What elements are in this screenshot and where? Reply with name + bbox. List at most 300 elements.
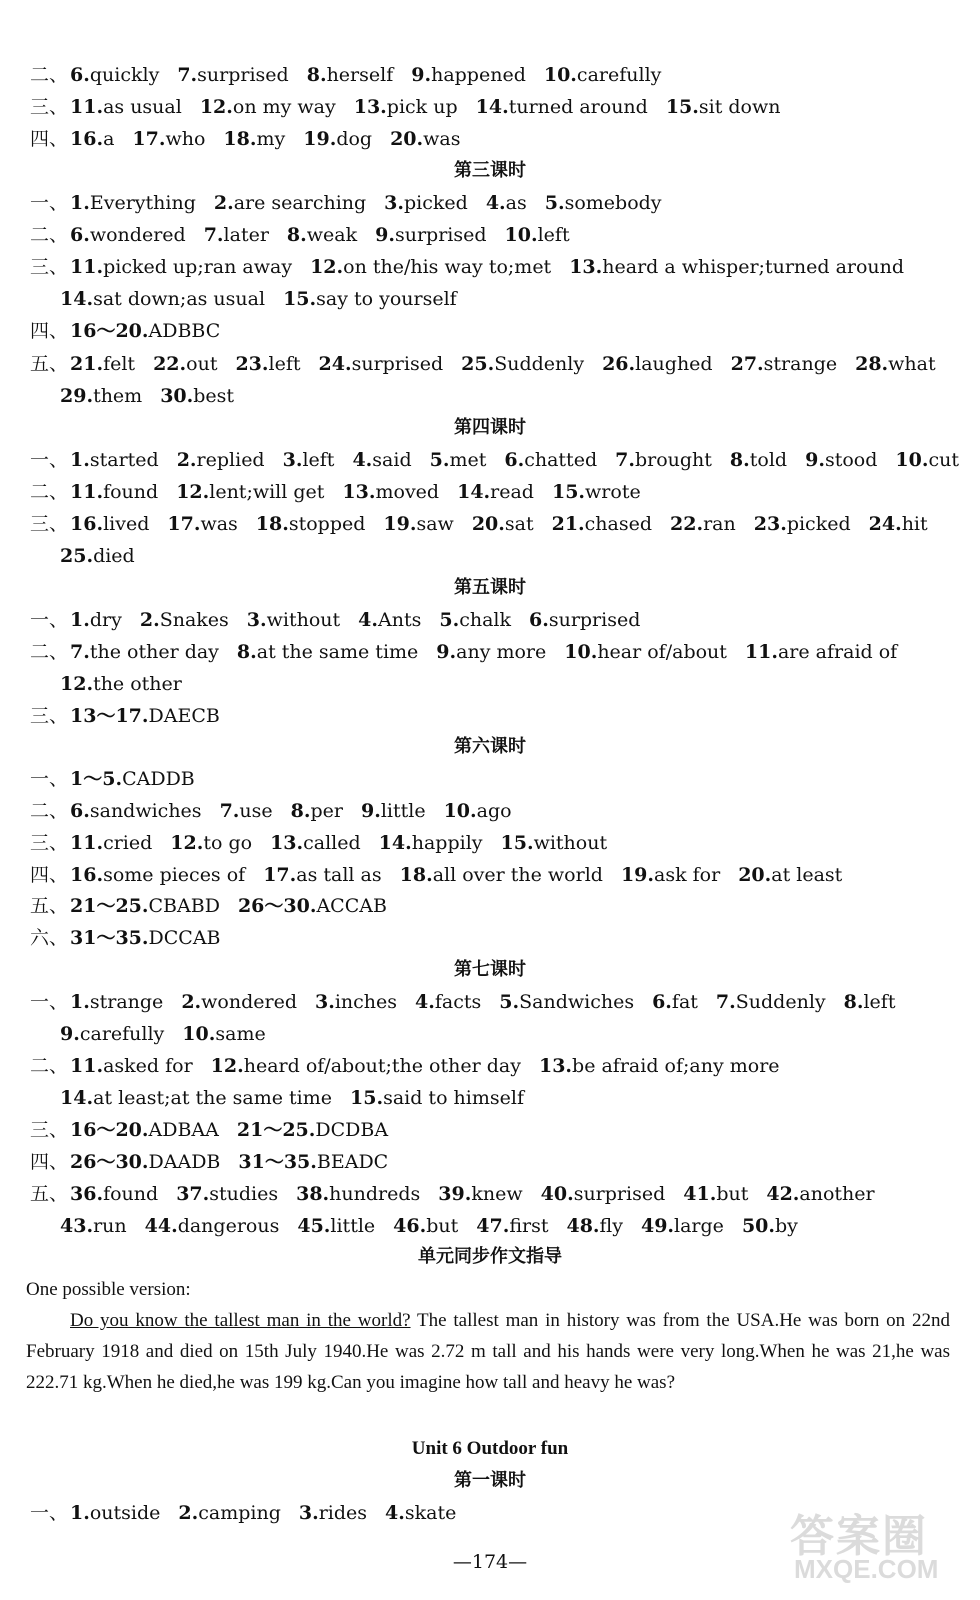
answer-text: CBABD	[148, 895, 220, 917]
question-number: 45.	[297, 1215, 331, 1237]
answer-text: dangerous	[177, 1215, 280, 1237]
answer-text: without	[266, 609, 341, 631]
question-number: 9.	[436, 641, 457, 663]
answer-text: at least;at the same time	[93, 1087, 333, 1109]
answer-item	[214, 188, 366, 218]
answer-text: DCCAB	[148, 927, 221, 949]
answer-item	[439, 605, 511, 635]
answer-item	[438, 1179, 522, 1209]
answer-text: strange	[763, 353, 838, 375]
part-label: 三、	[30, 96, 69, 118]
question-number: 21.	[551, 513, 585, 535]
question-number: 6.	[70, 224, 90, 246]
answer-text: camping	[198, 1502, 281, 1524]
answer-text: replied	[196, 449, 265, 471]
question-number: 46.	[393, 1215, 427, 1237]
unit-title: Unit 6 Outdoor fun	[411, 1438, 569, 1459]
section-title-lesson-3: 第三课时	[454, 160, 526, 181]
question-number: 2.	[181, 991, 202, 1013]
answer-text: sat	[504, 513, 534, 535]
answer-text: little	[380, 800, 426, 822]
answer-text: ACCAB	[316, 895, 387, 917]
answer-item	[211, 1051, 521, 1081]
answer-item	[291, 796, 343, 826]
answer-item	[566, 1211, 622, 1241]
answer-item	[223, 124, 285, 154]
answer-row	[60, 1019, 950, 1049]
answer-text: carefully	[79, 1023, 165, 1045]
part-label: 三、	[30, 832, 69, 854]
answer-item	[358, 605, 421, 635]
question-number: 8.	[306, 64, 327, 86]
answer-text: facts	[434, 991, 482, 1013]
answer-text: Snakes	[159, 609, 229, 631]
question-number: 7.	[177, 64, 198, 86]
part-label: 二、	[30, 481, 69, 503]
answer-item	[350, 1083, 524, 1113]
answer-item	[237, 637, 418, 667]
question-number: 4.	[415, 991, 435, 1013]
answer-item	[411, 60, 526, 90]
answer-text: per	[310, 800, 343, 822]
answer-item	[299, 1498, 367, 1528]
question-number: 26～30.	[70, 1151, 149, 1173]
answer-item	[342, 477, 439, 507]
answer-item	[70, 987, 163, 1017]
answer-item	[539, 1051, 780, 1081]
answer-text: Sandwiches	[519, 991, 635, 1013]
answer-item	[237, 1115, 388, 1145]
answer-text: surprised	[197, 64, 289, 86]
answer-text: as	[505, 192, 527, 214]
section-title-lesson-6: 第六课时	[454, 736, 526, 757]
question-number: 12.	[60, 673, 94, 695]
answer-text: strange	[89, 991, 164, 1013]
answer-item	[375, 220, 486, 250]
question-number: 26～30.	[237, 895, 317, 917]
question-number: 38.	[296, 1183, 330, 1205]
answer-item	[393, 1211, 458, 1241]
answer-text: studies	[209, 1183, 279, 1205]
answer-item	[307, 60, 394, 90]
answer-text: carefully	[576, 64, 662, 86]
question-number: 7.	[219, 800, 240, 822]
answer-item	[354, 92, 458, 122]
answer-text: brought	[634, 449, 712, 471]
answer-item	[200, 92, 336, 122]
question-number: 36.	[70, 1183, 104, 1205]
answer-text: asked for	[103, 1055, 193, 1077]
question-number: 16.	[70, 513, 104, 535]
answer-text: started	[89, 449, 159, 471]
question-number: 22.	[153, 353, 187, 375]
answer-item	[70, 1115, 219, 1145]
answer-text: by	[775, 1215, 798, 1237]
answer-row	[60, 381, 950, 411]
part-label: 一、	[30, 449, 69, 471]
answer-text: wondered	[201, 991, 297, 1013]
answer-text: happily	[411, 832, 483, 854]
section-title-lesson-7: 第七课时	[454, 959, 526, 980]
answer-text: use	[239, 800, 273, 822]
answer-item	[70, 60, 159, 90]
section-title-lesson-4: 第四课时	[454, 417, 526, 438]
answer-item	[256, 509, 366, 539]
answer-text: stood	[824, 449, 878, 471]
question-number: 47.	[476, 1215, 510, 1237]
answer-text: cut	[928, 449, 959, 471]
question-number: 14.	[475, 96, 509, 118]
answer-item	[457, 477, 534, 507]
answer-text: quickly	[89, 64, 160, 86]
answer-text: BEADC	[316, 1151, 389, 1173]
part-label: 一、	[30, 991, 69, 1013]
answer-item	[70, 349, 135, 379]
question-number: 20.	[738, 864, 772, 886]
answer-text: some pieces of	[103, 864, 246, 886]
question-number: 3.	[298, 1502, 319, 1524]
question-number: 25.	[461, 353, 495, 375]
question-number: 7.	[203, 224, 224, 246]
question-number: 20.	[390, 128, 424, 150]
answer-text: DAECB	[148, 705, 220, 727]
answer-text: without	[533, 832, 608, 854]
question-number: 37.	[176, 1183, 210, 1205]
answer-item	[716, 987, 826, 1017]
answer-item	[415, 987, 481, 1017]
question-number: 31～35.	[238, 1151, 317, 1173]
page-number: —174—	[452, 1551, 528, 1573]
answer-text: called	[303, 832, 361, 854]
question-number: 11.	[70, 832, 104, 854]
answer-text: surprised	[548, 609, 641, 631]
answer-text: surprised	[351, 353, 444, 375]
question-number: 4.	[352, 449, 373, 471]
question-number: 6.	[70, 64, 90, 86]
answer-text: left	[537, 224, 570, 246]
answer-row	[30, 252, 950, 282]
question-number: 21～25.	[70, 895, 149, 917]
question-number: 10.	[182, 1023, 216, 1045]
question-number: 15.	[350, 1087, 384, 1109]
part-label: 一、	[30, 1502, 69, 1524]
answer-item	[204, 220, 269, 250]
answer-text: found	[103, 1183, 159, 1205]
question-number: 14.	[378, 832, 412, 854]
answer-row	[30, 1147, 950, 1177]
answer-text: picked	[404, 192, 468, 214]
answer-text: ADBBC	[148, 320, 221, 342]
question-number: 9.	[360, 800, 381, 822]
answer-text: them	[93, 385, 143, 407]
answer-item	[444, 796, 512, 826]
answer-item	[400, 860, 603, 890]
answer-item	[70, 637, 219, 667]
answer-item	[742, 1211, 798, 1241]
watermark-url: MXQE.COM	[794, 1554, 939, 1584]
answer-text: outside	[89, 1502, 161, 1524]
answer-row	[60, 669, 950, 699]
answer-text: happened	[431, 64, 526, 86]
watermark-text: 答案圈	[790, 1512, 928, 1561]
question-number: 4.	[485, 192, 506, 214]
answer-text: laughed	[635, 353, 713, 375]
answer-text: stopped	[288, 513, 366, 535]
question-number: 1～5.	[70, 768, 123, 790]
answer-item	[235, 349, 300, 379]
question-number: 9.	[411, 64, 432, 86]
answer-text: felt	[103, 353, 136, 375]
question-number: 3.	[315, 991, 335, 1013]
question-number: 10.	[504, 224, 538, 246]
answer-text: my	[256, 128, 286, 150]
question-number: 6.	[652, 991, 672, 1013]
answer-text: any more	[456, 641, 547, 663]
part-label: 二、	[30, 641, 69, 663]
answer-item	[529, 605, 640, 635]
question-number: 15.	[500, 832, 534, 854]
question-number: 15.	[665, 96, 699, 118]
answer-item	[60, 284, 265, 314]
question-number: 7.	[70, 641, 90, 663]
answer-item	[170, 828, 252, 858]
question-number: 12.	[170, 832, 204, 854]
answer-item	[297, 1211, 375, 1241]
answer-item	[220, 796, 273, 826]
question-number: 23.	[753, 513, 787, 535]
answer-item	[60, 541, 135, 571]
question-number: 8.	[843, 991, 864, 1013]
answer-text: saw	[416, 513, 454, 535]
answer-text: but	[716, 1183, 749, 1205]
essay-body	[26, 1305, 950, 1398]
question-number: 2.	[139, 609, 160, 631]
question-number: 49.	[640, 1215, 675, 1237]
answer-row	[30, 1051, 950, 1081]
question-number: 12.	[310, 256, 344, 278]
answer-item	[315, 987, 397, 1017]
answer-text: Everything	[89, 192, 196, 214]
answer-row	[30, 92, 950, 122]
answer-row	[30, 764, 950, 794]
answer-item	[70, 923, 221, 953]
answer-item	[60, 1019, 164, 1049]
answer-text: chalk	[459, 609, 511, 631]
answer-item	[70, 220, 186, 250]
answer-item	[683, 1179, 748, 1209]
question-number: 8.	[236, 641, 257, 663]
question-number: 16.	[70, 864, 104, 886]
part-label: 三、	[30, 705, 69, 727]
answer-text: herself	[326, 64, 394, 86]
answer-text: wrote	[585, 481, 641, 503]
answer-text: picked	[786, 513, 851, 535]
answer-text: as tall as	[296, 864, 382, 886]
answer-item	[70, 764, 195, 794]
answer-item	[287, 220, 357, 250]
question-number: 30.	[160, 385, 194, 407]
answer-item	[754, 509, 851, 539]
answer-text: be afraid of;any more	[572, 1055, 780, 1077]
answer-item	[541, 1179, 666, 1209]
question-number: 19.	[383, 513, 417, 535]
part-label: 四、	[30, 128, 69, 150]
answer-item	[869, 509, 928, 539]
question-number: 48.	[566, 1215, 600, 1237]
question-number: 25.	[60, 545, 94, 567]
question-number: 1.	[70, 609, 90, 631]
question-number: 2.	[176, 449, 197, 471]
question-number: 5.	[499, 991, 520, 1013]
question-number: 8.	[729, 449, 750, 471]
answer-row	[30, 60, 950, 90]
part-label: 三、	[30, 1119, 69, 1141]
answer-item	[153, 349, 217, 379]
question-number: 13.	[342, 481, 376, 503]
question-number: 5.	[429, 449, 450, 471]
question-number: 17.	[263, 864, 297, 886]
answer-item	[895, 445, 959, 475]
question-number: 21～25.	[236, 1119, 316, 1141]
question-number: 24.	[318, 353, 352, 375]
answer-row	[30, 1179, 950, 1209]
question-number: 43.	[60, 1215, 94, 1237]
answer-text: wondered	[89, 224, 186, 246]
answer-row	[30, 509, 950, 539]
answer-row	[30, 349, 950, 379]
answer-text: surprised	[394, 224, 487, 246]
essay-lead-sentence: Do you know the tallest man in the world?	[70, 1310, 411, 1331]
question-number: 42.	[766, 1183, 800, 1205]
answer-text: dry	[89, 609, 122, 631]
answer-item	[283, 284, 457, 314]
question-number: 11.	[70, 1055, 104, 1077]
answer-text: another	[799, 1183, 875, 1205]
question-number: 13.	[538, 1055, 573, 1077]
question-number: 1.	[70, 192, 90, 214]
answer-item	[70, 1051, 193, 1081]
question-number: 10.	[443, 800, 477, 822]
answer-item	[70, 316, 220, 346]
answer-item	[379, 828, 483, 858]
answer-text: ADBAA	[148, 1119, 219, 1141]
answer-item	[730, 445, 787, 475]
question-number: 12.	[210, 1055, 244, 1077]
answer-text: say to yourself	[316, 288, 457, 310]
answer-row	[60, 1083, 950, 1113]
question-number: 15.	[283, 288, 317, 310]
answer-text: somebody	[564, 192, 662, 214]
answer-text: are afraid of	[777, 641, 898, 663]
answer-item	[552, 509, 652, 539]
answer-item	[70, 124, 114, 154]
answer-item	[177, 445, 265, 475]
question-number: 10.	[564, 641, 598, 663]
answer-item	[499, 987, 634, 1017]
question-number: 16～20.	[70, 1119, 149, 1141]
part-label: 四、	[30, 320, 69, 342]
answer-item	[70, 860, 245, 890]
section-title-lesson-5: 第五课时	[454, 577, 526, 598]
answer-row	[30, 124, 950, 154]
answer-text: skate	[404, 1502, 457, 1524]
answer-item	[60, 1083, 332, 1113]
question-number: 26.	[602, 353, 636, 375]
answer-item	[270, 828, 361, 858]
answer-text: ran	[703, 513, 736, 535]
question-number: 14.	[60, 288, 94, 310]
answer-text: sit down	[698, 96, 781, 118]
answer-text: ago	[476, 800, 512, 822]
answer-text: heard of/about;the other day	[243, 1055, 521, 1077]
question-number: 18.	[255, 513, 289, 535]
answer-item	[70, 701, 220, 731]
answer-text: was	[200, 513, 238, 535]
question-number: 19.	[303, 128, 337, 150]
part-label: 四、	[30, 1151, 69, 1173]
answer-item	[60, 1211, 127, 1241]
answer-row	[30, 860, 950, 890]
question-number: 7.	[715, 991, 736, 1013]
answer-row	[60, 541, 950, 571]
part-label: 二、	[30, 800, 69, 822]
part-label: 一、	[30, 609, 69, 631]
question-number: 8.	[286, 224, 307, 246]
question-number: 17.	[167, 513, 201, 535]
answer-item	[70, 828, 152, 858]
answer-item	[352, 445, 411, 475]
answer-text: told	[749, 449, 788, 471]
answer-item	[805, 445, 877, 475]
question-number: 24.	[868, 513, 902, 535]
answer-text: heard a whisper;turned around	[602, 256, 905, 278]
answer-text: sandwiches	[89, 800, 202, 822]
answer-text: at the same time	[256, 641, 419, 663]
question-number: 27.	[730, 353, 764, 375]
answer-item	[383, 509, 453, 539]
answer-item	[436, 637, 546, 667]
answer-item	[844, 987, 896, 1017]
answer-item	[70, 188, 196, 218]
section-title-unit6-lesson-1: 第一课时	[454, 1470, 526, 1491]
answer-item	[296, 1179, 420, 1209]
question-number: 22.	[670, 513, 704, 535]
answer-text: moved	[375, 481, 440, 503]
answer-item	[615, 445, 712, 475]
answer-row	[60, 284, 950, 314]
answer-item	[569, 252, 904, 282]
question-number: 6.	[528, 609, 549, 631]
question-number: 14.	[457, 481, 491, 503]
answer-item	[238, 891, 387, 921]
answer-text: pick up	[386, 96, 458, 118]
answer-text: left	[302, 449, 335, 471]
answer-text: best	[193, 385, 235, 407]
essay-intro: One possible version:	[26, 1279, 191, 1300]
answer-text: picked up;ran away	[103, 256, 293, 278]
answer-item	[263, 860, 381, 890]
answer-text: inches	[334, 991, 398, 1013]
question-number: 6.	[70, 800, 90, 822]
answer-text: dog	[336, 128, 373, 150]
essay-body-text: The tallest man in history was from the USA.He was born on 22nd February 1918 and died on 15th July 1940.He was 2.72 m tall and his hands were very long.When he was 21,he was 222.71 kg.When he died,he was 199 kg.Can you imagine how tall and heavy he was?	[26, 1310, 951, 1393]
answer-item	[70, 445, 159, 475]
question-number: 44.	[144, 1215, 178, 1237]
answer-text: found	[103, 481, 159, 503]
question-number: 10.	[895, 449, 929, 471]
answer-text: chased	[584, 513, 653, 535]
answer-item	[238, 1147, 388, 1177]
